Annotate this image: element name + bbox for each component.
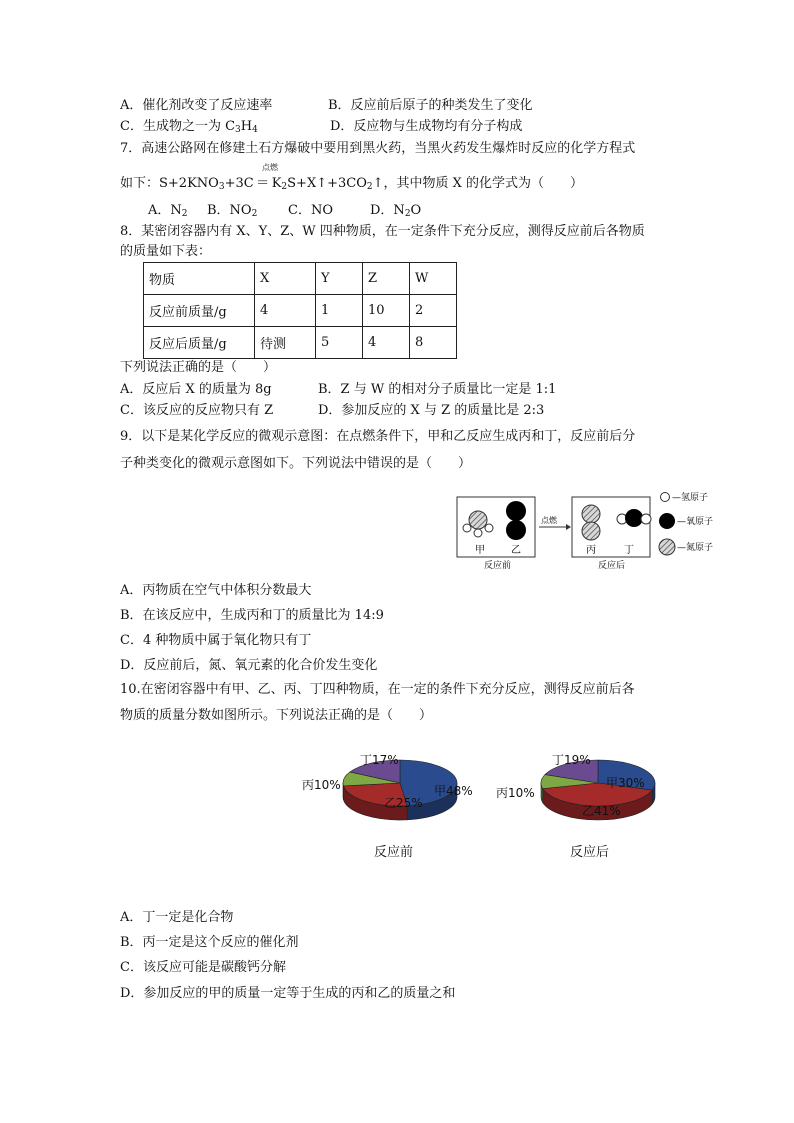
label-jia: 甲 (475, 545, 485, 556)
q7-stem: 7．高速公路网在修建土石方爆破中要用到黑火药，当黑火药发生爆炸时反应的化学方程式 (120, 141, 636, 156)
oxygen-atom (506, 501, 526, 521)
legend-nitrogen-label: —氮原子 (677, 543, 714, 553)
table-header-cell: 物质 (144, 263, 255, 295)
legend-hydrogen-label: —氢原子 (672, 493, 709, 503)
q6-option-c: C．生成物之一为 $C_3H_4$ (120, 119, 258, 135)
label-ding: 丁 (624, 545, 634, 556)
q9-option-c: C．4 种物质中属于氧化物只有丁 (120, 633, 312, 648)
legend-hydrogen-icon (661, 493, 670, 502)
arrow-condition-label: 点燃 (541, 516, 557, 525)
table-cell: 反应前质量/g (144, 295, 255, 327)
table-cell: 4 (363, 327, 410, 359)
q6-option-b: B．反应前后原子的种类发生了变化 (328, 98, 533, 113)
table-row (144, 295, 457, 327)
arrow-head-icon (566, 524, 571, 530)
q9-stem-line2: 子种类变化的微观示意图如下。下列说法中错误的是（ ） (120, 456, 472, 471)
q6-option-d: D．反应物与生成物均有分子构成 (330, 119, 523, 134)
legend-oxygen-icon (659, 513, 675, 529)
table-header-cell: W (410, 263, 457, 295)
oxygen-atom (506, 520, 526, 540)
table-cell: 待测 (255, 327, 316, 359)
pie-caption: 反应前 (374, 845, 414, 860)
q7-option-a: A．$N_2$ (148, 203, 188, 219)
q9-stem-line1: 9．以下是某化学反应的微观示意图：在点燃条件下，甲和乙反应生成丙和丁，反应前后分 (120, 429, 636, 444)
nitrogen-atom (582, 522, 600, 540)
reaction-micro-diagram (450, 487, 730, 577)
pie-data-label: 乙25% (384, 796, 423, 810)
label-bing: 丙 (586, 545, 596, 556)
caption-before: 反应前 (484, 561, 512, 571)
pie-data-label: 丁19% (552, 753, 591, 767)
q10-stem-line2: 物质的质量分数如图所示。下列说法正确的是（ ） (120, 708, 433, 723)
hydrogen-atom (485, 524, 493, 532)
nitrogen-atom (582, 505, 600, 523)
table-cell: 8 (410, 327, 457, 359)
pie-data-label: 甲30% (606, 776, 645, 790)
q10-option-b: B．丙一定是这个反应的催化剂 (120, 935, 299, 950)
mass-table (143, 262, 457, 359)
table-header-cell: Z (363, 263, 410, 295)
q7-option-b: B．$NO_2$ (207, 203, 258, 219)
q6-option-a: A．催化剂改变了反应速率 (120, 98, 273, 113)
q7-option-d: D．$N_2O$ (370, 203, 422, 219)
hydrogen-atom (474, 529, 482, 537)
q7-option-c: C．NO (288, 203, 333, 218)
q8-option-a: A．反应后 X 的质量为 8g (120, 382, 272, 397)
legend-nitrogen-icon (659, 539, 675, 555)
table-cell: 5 (316, 327, 363, 359)
legend-oxygen-label: —氧原子 (677, 517, 714, 527)
q10-option-c: C．该反应可能是碳酸钙分解 (120, 960, 286, 975)
label-yi: 乙 (511, 545, 521, 556)
q9-option-b: B．在该反应中，生成丙和丁的质量比为 14:9 (120, 608, 384, 623)
oxygen-atom (625, 509, 643, 527)
q8-stem-line2: 的质量如下表： (120, 244, 212, 259)
table-header-cell: X (255, 263, 316, 295)
table-cell: 1 (316, 295, 363, 327)
table-row (144, 263, 457, 295)
table-cell: 2 (410, 295, 457, 327)
q8-option-d: D．参加反应的 X 与 Z 的质量比是 2:3 (318, 403, 545, 418)
hydrogen-atom (641, 514, 651, 524)
pie-data-label: 乙41% (582, 804, 621, 818)
q9-option-a: A．丙物质在空气中体积分数最大 (120, 583, 312, 598)
q8-ask: 下列说法正确的是（ ） (120, 360, 277, 375)
q10-option-d: D．参加反应的甲的质量一定等于生成的丙和乙的质量之和 (120, 986, 456, 1001)
q8-stem-line1: 8．某密闭容器内有 X、Y、Z、W 四种物质，在一定条件下充分反应，测得反应前后各物质 (120, 224, 645, 239)
q10-option-a: A．丁一定是化合物 (120, 910, 234, 925)
pie-caption: 反应后 (570, 845, 610, 860)
pie-charts (290, 745, 680, 870)
q9-option-d: D．反应前后，氮、氧元素的化合价发生变化 (120, 658, 378, 673)
nitrogen-atom (469, 511, 487, 529)
hydrogen-atom (463, 524, 471, 532)
q7-reaction-condition: 点燃 (262, 163, 278, 172)
table-header-cell: Y (316, 263, 363, 295)
table-cell: 4 (255, 295, 316, 327)
table-row (144, 327, 457, 359)
q8-option-c: C．该反应的反应物只有 Z (120, 403, 274, 418)
table-cell: 10 (363, 295, 410, 327)
q10-stem-line1: 10.在密闭容器中有甲、乙、丙、丁四种物质，在一定的条件下充分反应，测得反应前后各 (120, 682, 635, 697)
pie-data-label: 丙10% (496, 786, 535, 800)
q7-equation: 如下：$S+2KNO_3+3C$ ＝ $K_2S+X↑+3CO_2↑$，其中物质 X 的化学式为（ ） (120, 176, 584, 192)
pie-data-label: 丙10% (302, 778, 341, 792)
q8-option-b: B．Z 与 W 的相对分子质量比一定是 1:1 (318, 382, 557, 397)
table-cell: 反应后质量/g (144, 327, 255, 359)
pie-data-label: 甲48% (434, 784, 473, 798)
pie-data-label: 丁17% (360, 753, 399, 767)
caption-after: 反应后 (598, 561, 626, 571)
